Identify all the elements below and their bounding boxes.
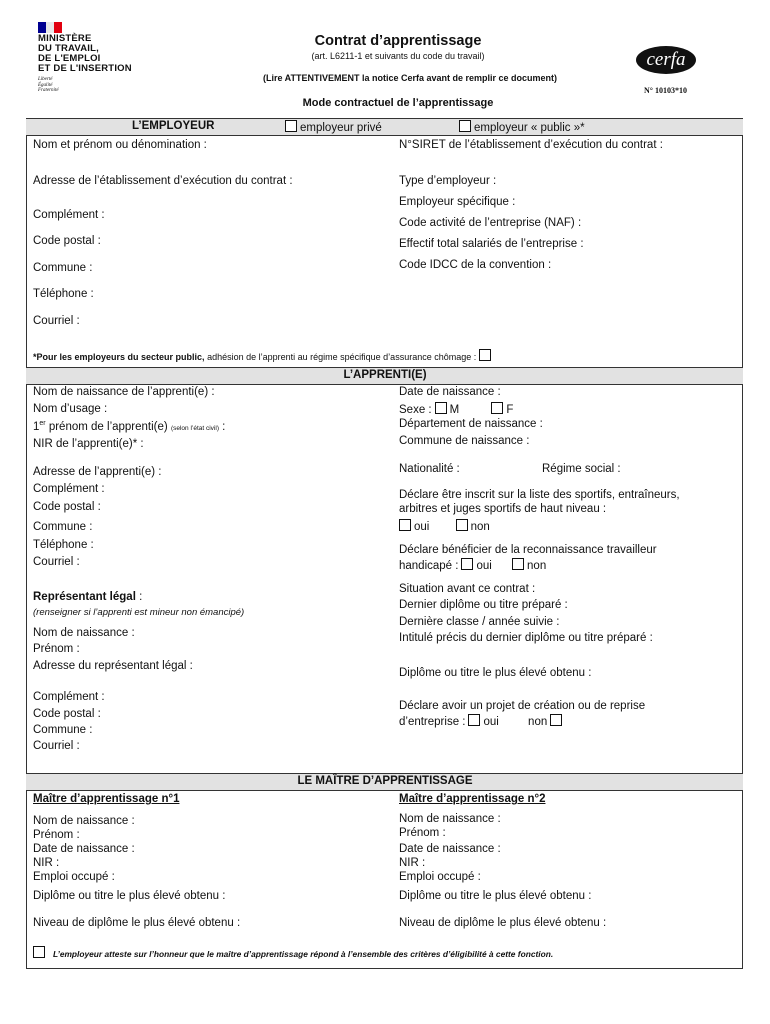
m1-nir: NIR : xyxy=(33,857,60,869)
m2-diplome: Diplôme ou titre le plus élevé obtenu : xyxy=(399,890,592,902)
emp-telephone: Téléphone : xyxy=(33,288,94,300)
emp-nom: Nom et prénom ou dénomination : xyxy=(33,139,207,151)
emp-specifique: Employeur spécifique : xyxy=(399,196,516,208)
app-adresse: Adresse de l’apprenti(e) : xyxy=(33,466,162,478)
app-sportif-2: arbitres et juges sportifs de haut niveau : xyxy=(399,503,607,515)
m2-emploi: Emploi occupé : xyxy=(399,871,481,883)
checkbox-handicap-non[interactable] xyxy=(512,558,524,570)
maitre-heading: LE MAÎTRE D’APPRENTISSAGE xyxy=(297,775,473,787)
app-prenom-label: prénom de l’apprenti(e) xyxy=(45,420,168,433)
app-nationalite: Nationalité : xyxy=(399,463,460,475)
ministry-line-2: DU TRAVAIL, xyxy=(38,43,99,54)
label-projet-oui: oui xyxy=(483,716,499,728)
app-nom-naissance: Nom de naissance de l’apprenti(e) : xyxy=(33,386,215,398)
app-derniere-classe: Dernière classe / année suivie : xyxy=(399,616,560,628)
label-public: employeur « public »* xyxy=(474,122,585,134)
m2-title: Maître d’apprentissage n°2 xyxy=(399,793,546,805)
attestation-row xyxy=(30,946,553,959)
m1-niveau: Niveau de diplôme le plus élevé obtenu : xyxy=(33,917,241,929)
app-date-naissance: Date de naissance : xyxy=(399,386,501,398)
frame-bottom xyxy=(26,968,743,969)
m1-diplome: Diplôme ou titre le plus élevé obtenu : xyxy=(33,890,226,902)
app-code-postal: Code postal : xyxy=(33,501,101,513)
app-projet-label: d’entreprise : xyxy=(399,716,466,728)
form-subtitle: (art. L6211-1 et suivants du code du travail) xyxy=(311,51,485,61)
app-sportif-options xyxy=(396,519,490,533)
emp-siret: N°SIRET de l’établissement d’exécution du contrat : xyxy=(399,139,663,151)
app-representant-label: Représentant légal xyxy=(33,591,136,603)
attestation-text: L’employeur atteste sur l’honneur que le maître d’apprentissage répond à l’ensemble des critères d’éligibilité à cette fonction. xyxy=(53,949,554,959)
checkbox-projet-non[interactable] xyxy=(550,714,562,726)
checkbox-prive[interactable] xyxy=(285,120,297,132)
checkbox-sportif-non[interactable] xyxy=(456,519,468,531)
motto-liberte: Liberté xyxy=(38,77,53,82)
app-departement: Département de naissance : xyxy=(399,418,543,430)
ministry-line-3: DE L'EMPLOI xyxy=(38,53,101,64)
app-sexe xyxy=(399,402,513,416)
app-projet-2 xyxy=(399,714,565,728)
m1-title: Maître d’apprentissage n°1 xyxy=(33,793,180,805)
notice-text: (Lire ATTENTIVEMENT la notice Cerfa avant de remplir ce document) xyxy=(262,73,558,83)
app-representant: Représentant légal : xyxy=(33,591,143,603)
app-representant-note: (renseigner si l’apprenti est mineur non émancipé) xyxy=(33,607,245,618)
rep-complement: Complément : xyxy=(33,691,105,703)
mode-title: Mode contractuel de l’apprentissage xyxy=(302,97,494,109)
rep-adresse: Adresse du représentant légal : xyxy=(33,660,193,672)
rep-nom: Nom de naissance : xyxy=(33,627,135,639)
app-courriel: Courriel : xyxy=(33,556,80,568)
label-handicap-oui: oui xyxy=(476,560,492,572)
form-title: Contrat d’apprentissage xyxy=(314,33,482,49)
motto-fraternite: Fraternité xyxy=(38,88,59,93)
app-handicap-label: handicapé : xyxy=(399,560,459,572)
frame-right xyxy=(742,118,743,968)
app-sportif-1: Déclare être inscrit sur la liste des sportifs, entraîneurs, xyxy=(399,489,680,501)
frame-left xyxy=(26,118,27,968)
checkbox-regime-chomage[interactable] xyxy=(479,349,491,361)
m1-date: Date de naissance : xyxy=(33,843,135,855)
emp-effectif: Effectif total salariés de l’entreprise : xyxy=(399,238,584,250)
app-complement: Complément : xyxy=(33,483,105,495)
app-prenom-sup: er xyxy=(39,420,46,427)
app-prenom: 1er prénom de l’apprenti(e) (selon l’état civil) : xyxy=(33,420,226,433)
employeur-heading: L’EMPLOYEUR xyxy=(132,120,215,132)
ministry-line-1: MINISTÈRE xyxy=(38,33,92,44)
checkbox-sportif-oui[interactable] xyxy=(399,519,411,531)
emp-complement: Complément : xyxy=(33,209,105,221)
cerfa-logo-text: cerfa xyxy=(646,49,686,70)
m2-nom: Nom de naissance : xyxy=(399,813,501,825)
rep-code-postal: Code postal : xyxy=(33,708,101,720)
label-projet-non: non xyxy=(528,716,548,728)
label-sportif-non: non xyxy=(470,521,490,533)
app-nom-usage: Nom d’usage : xyxy=(33,403,108,415)
app-prenom-small: (selon l’état civil) xyxy=(170,424,219,432)
rep-courriel: Courriel : xyxy=(33,740,80,752)
app-projet-1: Déclare avoir un projet de création ou de reprise xyxy=(399,700,646,712)
public-note-bold: *Pour les employeurs du secteur public, xyxy=(33,352,205,362)
rep-prenom: Prénom : xyxy=(33,643,80,655)
checkbox-attestation[interactable] xyxy=(33,946,45,958)
opt-employeur-public[interactable] xyxy=(456,120,585,134)
label-sportif-oui: oui xyxy=(414,521,430,533)
cerfa-logo xyxy=(636,46,696,74)
app-nir: NIR de l’apprenti(e)* : xyxy=(33,438,144,450)
m2-prenom: Prénom : xyxy=(399,827,446,839)
checkbox-sexe-f[interactable] xyxy=(491,402,503,414)
m2-nir: NIR : xyxy=(399,857,426,869)
ministry-line-4: ET DE L'INSERTION xyxy=(38,63,132,74)
m2-date: Date de naissance : xyxy=(399,843,501,855)
app-telephone: Téléphone : xyxy=(33,539,94,551)
emp-idcc: Code IDCC de la convention : xyxy=(399,259,552,271)
app-dernier-diplome: Dernier diplôme ou titre préparé : xyxy=(399,599,568,611)
emp-type: Type d’employeur : xyxy=(399,175,497,187)
rep-commune: Commune : xyxy=(33,724,93,736)
emp-naf: Code activité de l’entreprise (NAF) : xyxy=(399,217,582,229)
app-commune-naissance: Commune de naissance : xyxy=(399,435,530,447)
app-handicap-2 xyxy=(399,558,546,572)
opt-employeur-prive[interactable] xyxy=(282,120,382,134)
app-sexe-label: Sexe : xyxy=(399,404,432,416)
checkbox-projet-oui[interactable] xyxy=(468,714,480,726)
motto-egalite: Égalité xyxy=(38,82,53,88)
m1-emploi: Emploi occupé : xyxy=(33,871,115,883)
public-note xyxy=(33,349,494,362)
marianne-flag-icon xyxy=(38,22,62,33)
checkbox-handicap-oui[interactable] xyxy=(461,558,473,570)
app-intitule: Intitulé précis du dernier diplôme ou titre préparé : xyxy=(399,632,653,644)
emp-commune: Commune : xyxy=(33,262,93,274)
m2-niveau: Niveau de diplôme le plus élevé obtenu : xyxy=(399,917,607,929)
emp-courriel: Courriel : xyxy=(33,315,80,327)
m1-nom: Nom de naissance : xyxy=(33,815,135,827)
apprenti-heading: L’APPRENTI(E) xyxy=(343,369,427,381)
cerfa-number: N° 10103*10 xyxy=(644,86,687,95)
public-note-rest: adhésion de l’apprenti au régime spécifique d’assurance chômage : xyxy=(204,352,477,362)
label-sexe-f: F xyxy=(506,404,514,416)
label-prive: employeur privé xyxy=(300,122,382,134)
app-regime: Régime social : xyxy=(542,463,621,475)
app-handicap-1: Déclare bénéficier de la reconnaissance travailleur xyxy=(399,544,657,556)
label-handicap-non: non xyxy=(527,560,547,572)
emp-adresse: Adresse de l’établissement d’exécution du contrat : xyxy=(33,175,293,187)
label-sexe-m: M xyxy=(449,404,460,416)
checkbox-public[interactable] xyxy=(459,120,471,132)
checkbox-sexe-m[interactable] xyxy=(435,402,447,414)
app-commune: Commune : xyxy=(33,521,93,533)
app-plus-eleve: Diplôme ou titre le plus élevé obtenu : xyxy=(399,667,592,679)
app-situation: Situation avant ce contrat : xyxy=(399,583,536,595)
emp-code-postal: Code postal : xyxy=(33,235,101,247)
m1-prenom: Prénom : xyxy=(33,829,80,841)
app-prenom-num: 1 xyxy=(33,420,40,433)
